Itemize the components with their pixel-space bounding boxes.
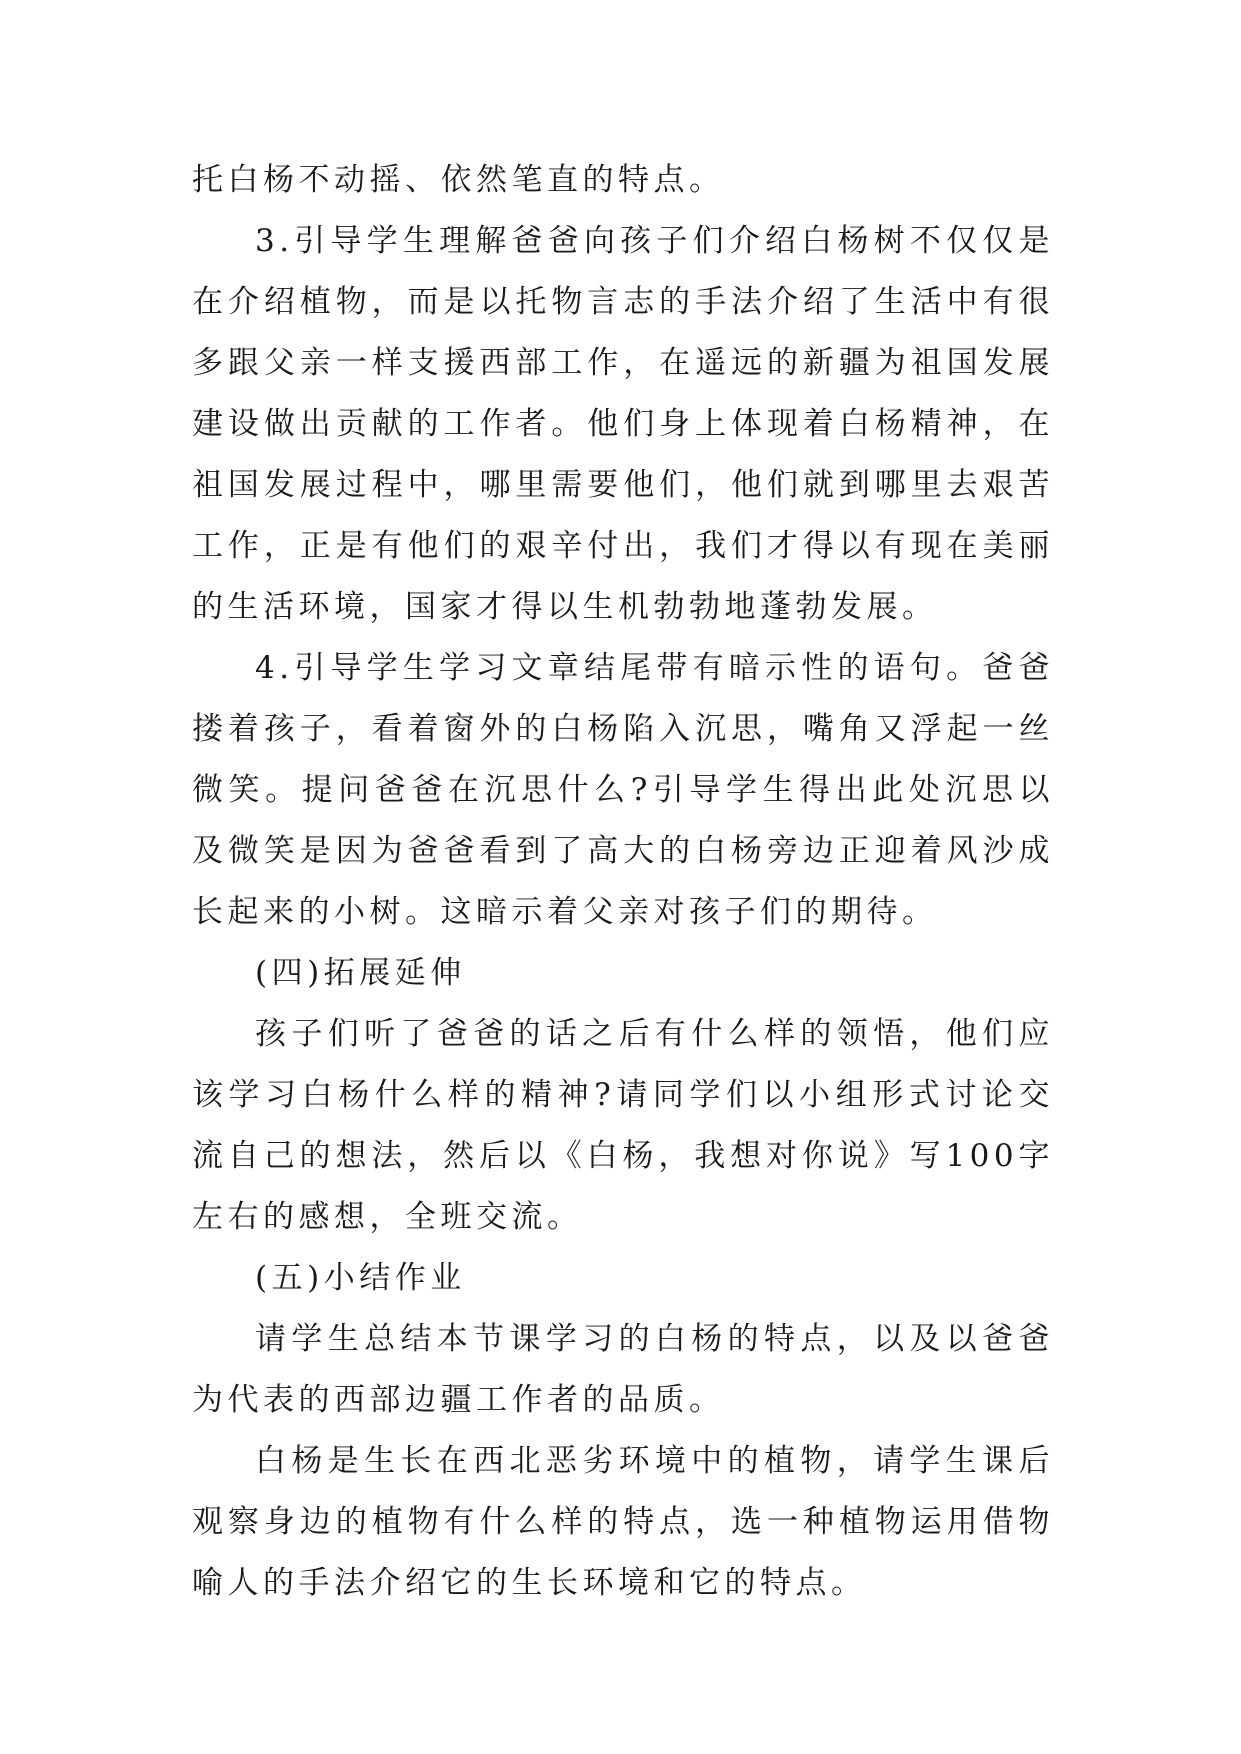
paragraph-item-4: 4.引导学生学习文章结尾带有暗示性的语句。爸爸搂着孩子，看着窗外的白杨陷入沉思，嘴角又浮起一丝微笑。提问爸爸在沉思什么?引导学生得出此处沉思以及微笑是因为爸爸看到了高大的白杨旁边正迎着风沙成长起来的小树。这暗示着父亲对孩子们的期待。 (192, 650, 1054, 930)
section-heading-extension: (四)拓展延伸 (255, 955, 466, 991)
paragraph-continuation: 托白杨不动摇、依然笔直的特点。 (192, 162, 725, 198)
paragraph-item-3: 3.引导学生理解爸爸向孩子们介绍白杨树不仅仅是在介绍植物，而是以托物言志的手法介绍了生活中有很多跟父亲一样支援西部工作，在遥远的新疆为祖国发展建设做出贡献的工作者。他们身上体现着白杨精神，在祖国发展过程中，哪里需要他们，他们就到哪里去艰苦工作，正是有他们的艰辛付出，我们才得以有现在美丽的生活环境，国家才得以生机勃勃地蓬勃发展。 (192, 223, 1054, 625)
document-body (192, 150, 1054, 1614)
paragraph-homework: 白杨是生长在西北恶劣环境中的植物，请学生课后观察身边的植物有什么样的特点，选一种植物运用借物喻人的手法介绍它的生长环境和它的特点。 (192, 1443, 1054, 1601)
paragraph-summary: 请学生总结本节课学习的白杨的特点，以及以爸爸为代表的西部边疆工作者的品质。 (192, 1321, 1054, 1418)
paragraph-extension: 孩子们听了爸爸的话之后有什么样的领悟，他们应该学习白杨什么样的精神?请同学们以小组形式讨论交流自己的想法，然后以《白杨，我想对你说》写100字左右的感想，全班交流。 (192, 1016, 1054, 1235)
section-heading-summary: (五)小结作业 (255, 1260, 466, 1296)
